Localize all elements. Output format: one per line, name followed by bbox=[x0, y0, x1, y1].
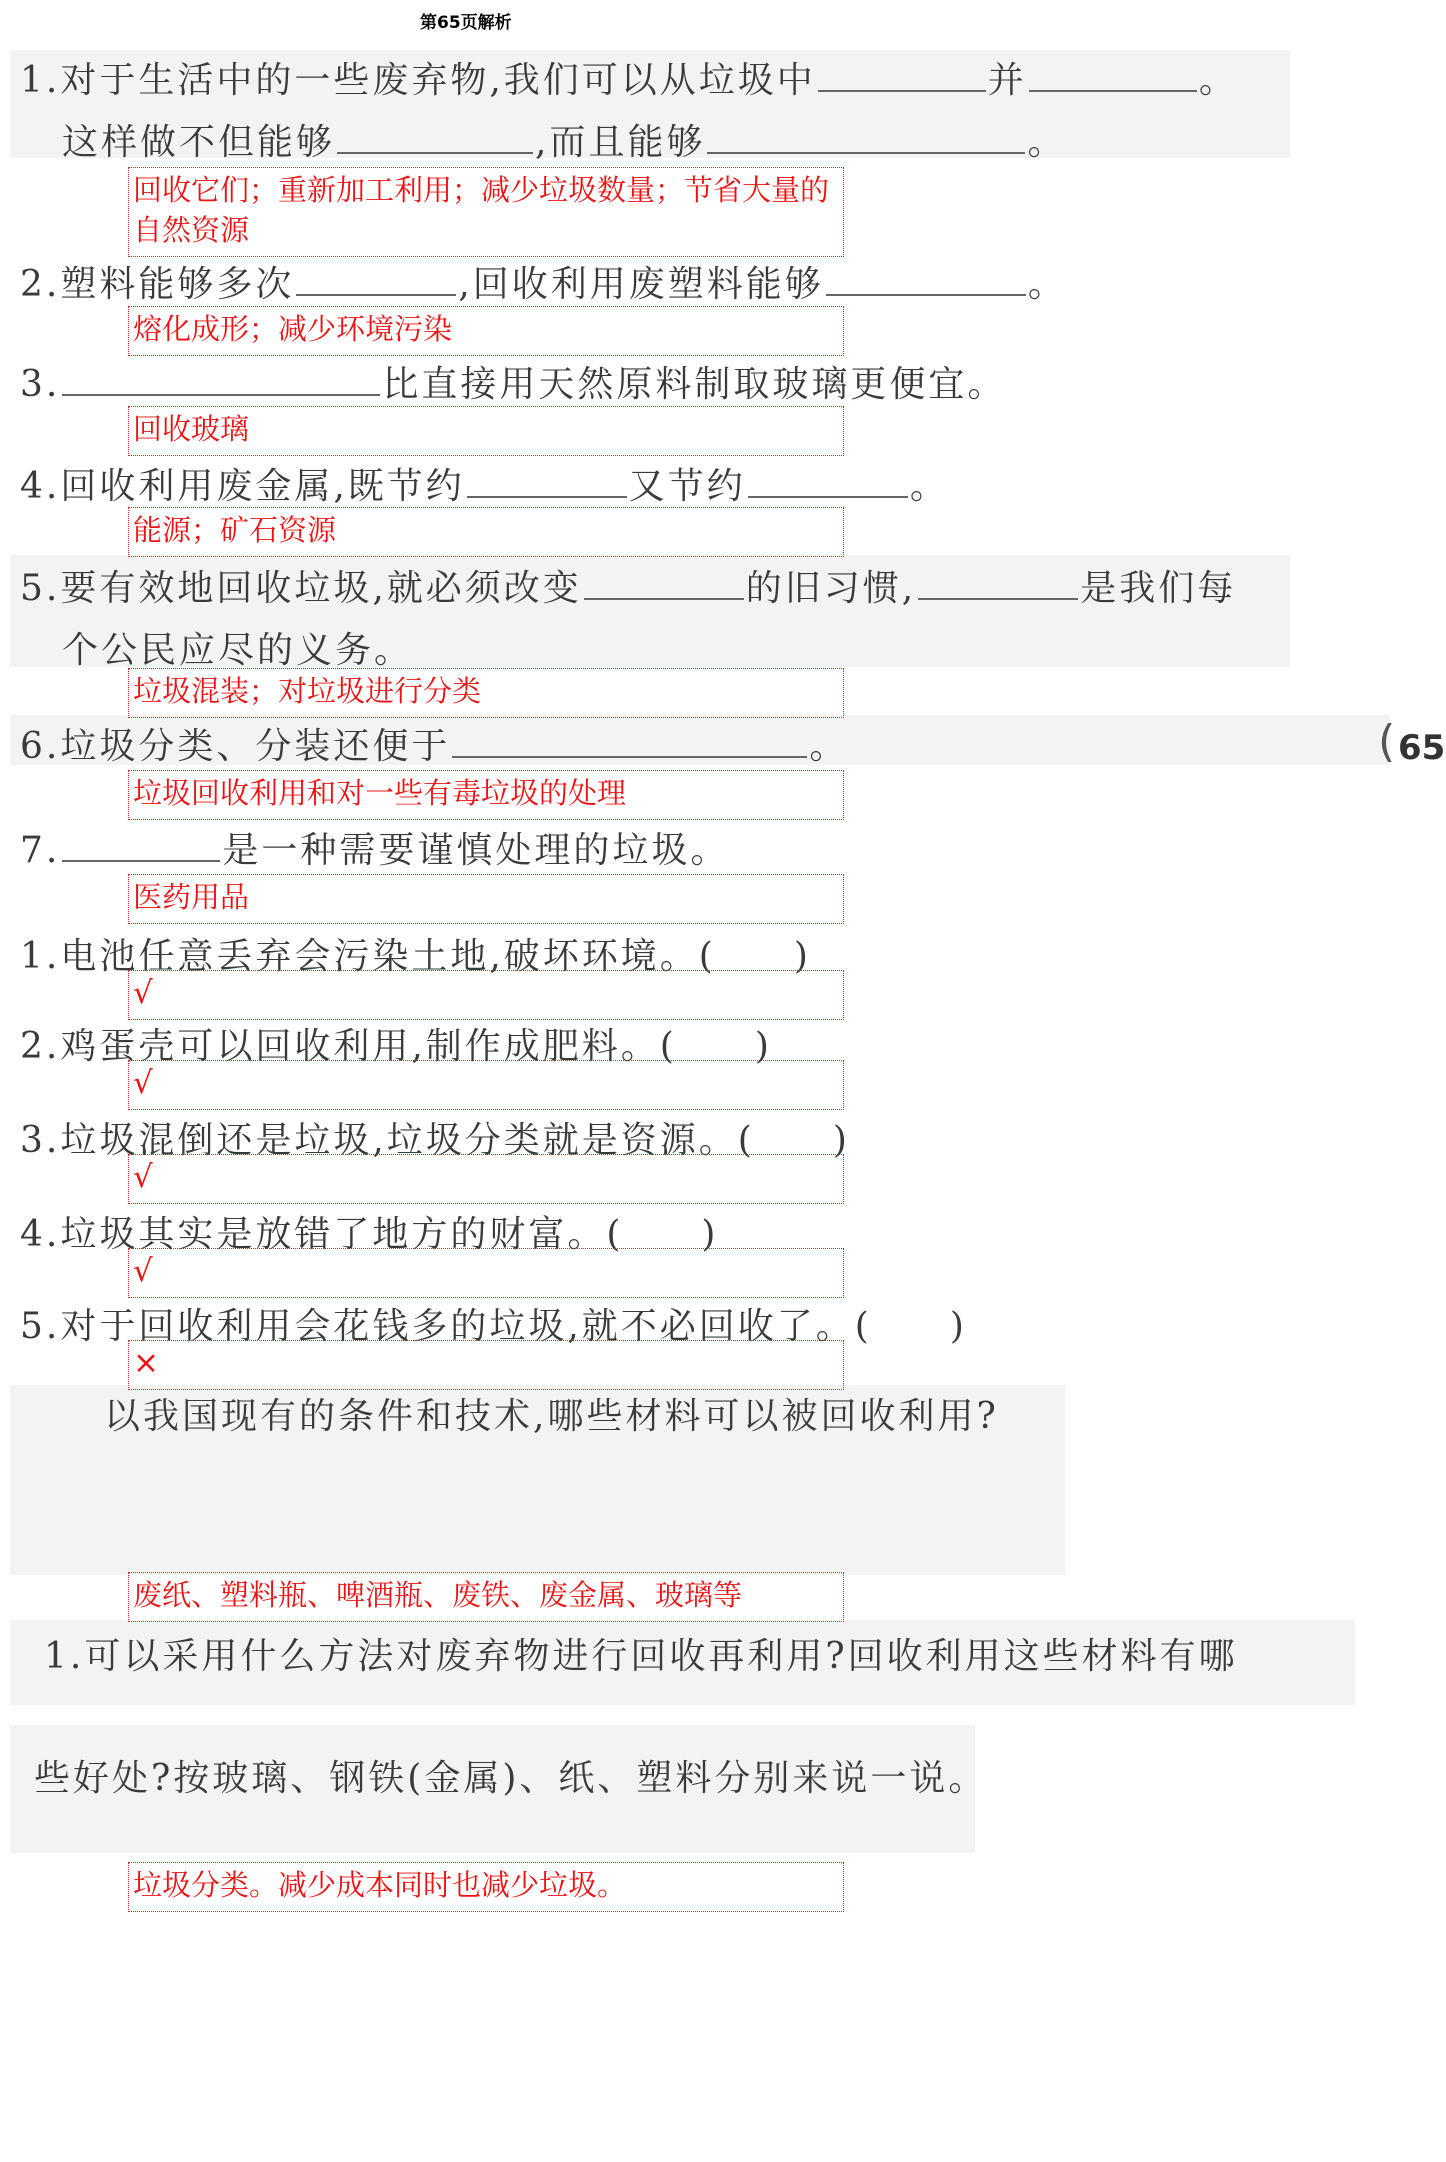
judge-question-1: 1.电池任意丢弃会污染土地,破坏环境。( ) bbox=[20, 936, 811, 977]
page-number: 65 bbox=[1398, 728, 1446, 768]
judge-answer-5: × bbox=[128, 1340, 844, 1390]
answer-blank bbox=[452, 722, 807, 758]
answer-blank bbox=[707, 118, 1025, 154]
question-text: 1.对于生活中的一些废弃物,我们可以从垃圾中 bbox=[20, 60, 816, 101]
answer-blank bbox=[584, 564, 744, 600]
essay-question-line2: 些好处?按玻璃、钢铁(金属)、纸、塑料分别来说一说。 bbox=[34, 1758, 988, 1799]
answer-box-2: 熔化成形；减少环境污染 bbox=[128, 306, 844, 356]
judge-question-2: 2.鸡蛋壳可以回收利用,制作成肥料。( ) bbox=[20, 1026, 772, 1067]
answer-blank bbox=[62, 360, 380, 396]
fill-question-5-line2 bbox=[62, 622, 413, 673]
fill-question-6 bbox=[20, 718, 848, 769]
answer-blank bbox=[748, 462, 908, 498]
answer-blank bbox=[337, 118, 533, 154]
question-text: 。 bbox=[1027, 264, 1067, 305]
answer-box-6: 垃圾回收利用和对一些有毒垃圾的处理 bbox=[128, 770, 844, 820]
judge-answer-3: √ bbox=[128, 1154, 844, 1204]
question-text: 这样做不但能够 bbox=[62, 122, 336, 163]
fill-question-1-line2 bbox=[62, 114, 1066, 165]
answer-blank bbox=[1029, 56, 1197, 92]
question-text: 。 bbox=[909, 466, 949, 507]
question-text: 又节约 bbox=[628, 466, 746, 507]
page-number-tab bbox=[1378, 716, 1446, 770]
question-text: 的旧习惯, bbox=[745, 568, 917, 609]
answer-blank bbox=[826, 260, 1026, 296]
question-text: 。 bbox=[1027, 122, 1067, 163]
open-question-answer: 废纸、塑料瓶、啤酒瓶、废铁、废金属、玻璃等 bbox=[128, 1572, 844, 1622]
answer-box-5: 垃圾混装；对垃圾进行分类 bbox=[128, 668, 844, 718]
question-text: 2.塑料能够多次 bbox=[20, 264, 295, 305]
question-text: ,而且能够 bbox=[535, 122, 706, 163]
answer-box-3: 回收玻璃 bbox=[128, 406, 844, 456]
question-text: 3. bbox=[20, 364, 61, 405]
question-text: 。 bbox=[1198, 60, 1238, 101]
fill-question-5 bbox=[20, 560, 1236, 611]
page-tab-bracket: ( bbox=[1378, 716, 1396, 767]
question-text: 是一种需要谨慎处理的垃圾。 bbox=[222, 830, 730, 871]
question-text: 6.垃圾分类、分装还便于 bbox=[20, 726, 451, 767]
answer-box-7: 医药用品 bbox=[128, 874, 844, 924]
question-text: 4.回收利用废金属,既节约 bbox=[20, 466, 465, 507]
answer-blank bbox=[467, 462, 627, 498]
answer-blank bbox=[296, 260, 456, 296]
question-text: 个公民应尽的义务。 bbox=[62, 630, 414, 671]
question-text: 7. bbox=[20, 830, 61, 871]
question-text: 是我们每 bbox=[1080, 568, 1237, 609]
question-text: 并 bbox=[987, 60, 1027, 101]
essay-answer: 垃圾分类。减少成本同时也减少垃圾。 bbox=[128, 1862, 844, 1912]
answer-blank bbox=[818, 56, 986, 92]
answer-blank bbox=[918, 564, 1078, 600]
answer-box-4: 能源；矿石资源 bbox=[128, 507, 844, 557]
fill-question-4 bbox=[20, 458, 949, 509]
judge-question-3: 3.垃圾混倒还是垃圾,垃圾分类就是资源。( ) bbox=[20, 1120, 850, 1161]
question-text: ,回收利用废塑料能够 bbox=[458, 264, 824, 305]
judge-question-5: 5.对于回收利用会花钱多的垃圾,就不必回收了。( ) bbox=[20, 1306, 967, 1347]
question-text: 比直接用天然原料制取玻璃更便宜。 bbox=[382, 364, 1007, 405]
fill-question-2 bbox=[20, 256, 1067, 307]
judge-answer-2: √ bbox=[128, 1060, 844, 1110]
judge-answer-1: √ bbox=[128, 970, 844, 1020]
open-question: 以我国现有的条件和技术,哪些材料可以被回收利用? bbox=[104, 1396, 999, 1437]
answer-blank bbox=[62, 826, 220, 862]
essay-question-line1: 1.可以采用什么方法对废弃物进行回收再利用?回收利用这些材料有哪 bbox=[44, 1636, 1238, 1677]
page-header: 第65页解析 bbox=[420, 13, 512, 33]
question-text: 5.要有效地回收垃圾,就必须改变 bbox=[20, 568, 582, 609]
answer-box-1: 回收它们；重新加工利用；减少垃圾数量；节省大量的自然资源 bbox=[128, 167, 844, 257]
fill-question-3 bbox=[20, 356, 1006, 407]
judge-question-4: 4.垃圾其实是放错了地方的财富。( ) bbox=[20, 1214, 719, 1255]
judge-answer-4: √ bbox=[128, 1248, 844, 1298]
fill-question-7 bbox=[20, 822, 729, 873]
fill-question-1 bbox=[20, 52, 1238, 103]
question-text: 。 bbox=[809, 726, 849, 767]
